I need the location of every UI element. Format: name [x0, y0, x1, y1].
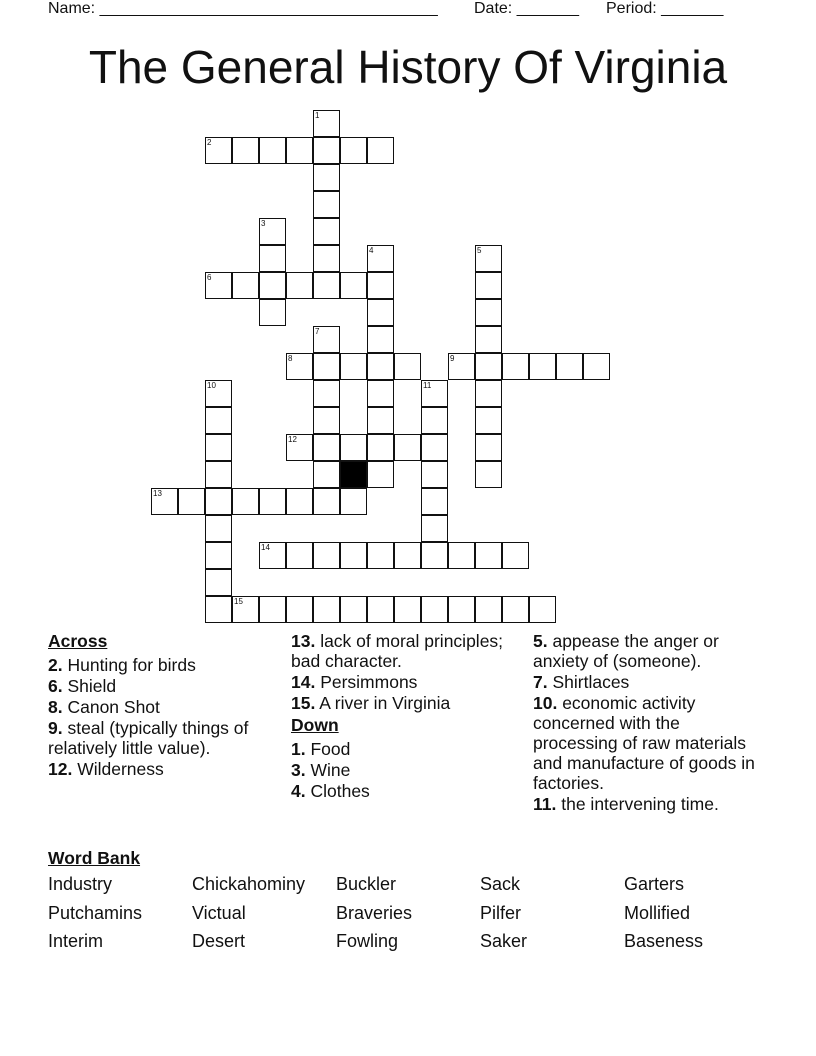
clue-number: 7.	[533, 672, 548, 692]
clue-number: 7	[315, 327, 320, 336]
clue-number: 1	[315, 111, 320, 120]
grid-cell[interactable]	[367, 596, 394, 623]
grid-cell[interactable]	[313, 488, 340, 515]
grid-cell[interactable]	[151, 488, 178, 515]
clue-number: 6	[207, 273, 212, 282]
date-field[interactable]	[474, 0, 579, 18]
grid-cell[interactable]	[205, 380, 232, 407]
across-clue	[48, 759, 273, 779]
grid-cell[interactable]	[313, 164, 340, 191]
grid-cell[interactable]	[502, 542, 529, 569]
grid-cell[interactable]	[205, 137, 232, 164]
grid-cell[interactable]	[367, 299, 394, 326]
word-bank-item: Mollified	[624, 903, 691, 923]
grid-cell[interactable]	[475, 407, 502, 434]
across-clue	[291, 693, 523, 713]
grid-cell[interactable]	[448, 596, 475, 623]
across-clue	[291, 631, 523, 671]
grid-cell[interactable]	[475, 596, 502, 623]
grid-cell[interactable]	[475, 461, 502, 488]
grid-cell[interactable]	[205, 569, 232, 596]
grid-cell[interactable]	[340, 353, 367, 380]
word-bank-title: Word Bank	[48, 848, 141, 868]
down-clue	[291, 739, 523, 759]
grid-cell[interactable]	[313, 110, 340, 137]
grid-cell[interactable]	[421, 488, 448, 515]
grid-cell[interactable]	[205, 596, 232, 623]
down-clue	[533, 631, 763, 671]
grid-cell[interactable]	[313, 380, 340, 407]
clue-number: 15.	[291, 693, 316, 713]
grid-cell[interactable]	[313, 326, 340, 353]
across-clue	[48, 676, 273, 696]
date-blank[interactable]: _______	[516, 0, 579, 17]
grid-cell[interactable]	[367, 326, 394, 353]
grid-cell[interactable]	[421, 515, 448, 542]
grid-cell[interactable]	[205, 461, 232, 488]
across-clues-col1	[48, 631, 273, 780]
grid-cell[interactable]	[232, 596, 259, 623]
grid-cell[interactable]	[475, 272, 502, 299]
grid-cell[interactable]	[286, 542, 313, 569]
grid-cell[interactable]	[205, 272, 232, 299]
grid-cell[interactable]	[502, 353, 529, 380]
clue-text: the intervening time.	[556, 794, 719, 814]
grid-cell[interactable]	[394, 542, 421, 569]
grid-cell[interactable]	[205, 515, 232, 542]
clue-text: Canon Shot	[62, 697, 160, 717]
grid-cell[interactable]	[367, 434, 394, 461]
grid-cell[interactable]	[313, 542, 340, 569]
grid-cell[interactable]	[340, 596, 367, 623]
grid-cell[interactable]	[367, 245, 394, 272]
grid-cell[interactable]	[313, 434, 340, 461]
word-bank-item: Putchamins	[48, 903, 143, 923]
word-bank-item: Pilfer	[480, 903, 522, 923]
grid-cell[interactable]	[205, 407, 232, 434]
grid-cell[interactable]	[286, 488, 313, 515]
clue-number: 2.	[48, 655, 63, 675]
down-clue	[533, 693, 763, 793]
grid-cell[interactable]	[313, 461, 340, 488]
grid-cell[interactable]	[475, 299, 502, 326]
name-label: Name:	[48, 0, 96, 17]
grid-cell[interactable]	[259, 245, 286, 272]
grid-cell[interactable]	[259, 299, 286, 326]
clue-number: 1.	[291, 739, 306, 759]
grid-cell[interactable]	[205, 488, 232, 515]
grid-cell[interactable]	[421, 542, 448, 569]
grid-cell[interactable]	[232, 272, 259, 299]
down-clue	[291, 760, 523, 780]
clue-number: 2	[207, 138, 212, 147]
grid-cell[interactable]	[259, 542, 286, 569]
grid-cell[interactable]	[556, 353, 583, 380]
clue-number: 11	[423, 381, 432, 390]
clue-number: 11.	[533, 794, 557, 814]
clue-number: 14	[261, 543, 270, 552]
grid-cell[interactable]	[259, 218, 286, 245]
clue-number: 5	[477, 246, 482, 255]
clue-text: lack of moral principles; bad character.	[291, 631, 504, 671]
across-heading: Across	[48, 631, 108, 651]
grid-cell[interactable]	[313, 596, 340, 623]
grid-cell[interactable]	[421, 407, 448, 434]
clues-col2	[291, 631, 523, 802]
grid-cell[interactable]	[367, 542, 394, 569]
clue-text: A river in Virginia	[315, 693, 451, 713]
clue-number: 8.	[48, 697, 63, 717]
grid-cell[interactable]	[475, 326, 502, 353]
grid-cell-black	[340, 461, 367, 488]
grid-cell[interactable]	[232, 137, 259, 164]
grid-cell[interactable]	[286, 272, 313, 299]
grid-cell[interactable]	[313, 218, 340, 245]
grid-cell[interactable]	[421, 380, 448, 407]
clue-number: 4	[369, 246, 374, 255]
down-heading: Down	[291, 715, 339, 735]
grid-cell[interactable]	[475, 542, 502, 569]
clue-number: 14.	[291, 672, 316, 692]
grid-cell[interactable]	[448, 353, 475, 380]
grid-cell[interactable]	[340, 488, 367, 515]
word-bank-item: Fowling	[336, 931, 399, 951]
clue-text: steal (typically things of relatively little value).	[48, 718, 249, 758]
grid-cell[interactable]	[475, 380, 502, 407]
clue-text: Hunting for birds	[62, 655, 196, 675]
down-clue	[533, 794, 763, 814]
word-bank-item: Buckler	[336, 874, 397, 894]
word-bank-item: Garters	[624, 874, 685, 894]
grid-cell[interactable]	[448, 542, 475, 569]
across-clue	[48, 718, 273, 758]
name-field[interactable]	[48, 0, 438, 18]
grid-cell[interactable]	[502, 596, 529, 623]
grid-cell[interactable]	[475, 434, 502, 461]
clue-number: 10.	[533, 693, 558, 713]
clue-text: economic activity concerned with the processing of raw materials and manufacture of goods in factories.	[533, 693, 755, 793]
grid-cell[interactable]	[286, 353, 313, 380]
grid-cell[interactable]	[367, 353, 394, 380]
clue-number: 4.	[291, 781, 306, 801]
clue-text: Persimmons	[315, 672, 418, 692]
word-bank-item: Desert	[192, 931, 246, 951]
clue-number: 5.	[533, 631, 548, 651]
word-bank-item: Braveries	[336, 903, 413, 923]
clue-text: Shield	[62, 676, 117, 696]
period-label: Period:	[606, 0, 657, 17]
grid-cell[interactable]	[421, 461, 448, 488]
grid-cell[interactable]	[313, 137, 340, 164]
grid-cell[interactable]	[232, 488, 259, 515]
clue-number: 13.	[291, 631, 316, 651]
grid-cell[interactable]	[259, 272, 286, 299]
grid-cell[interactable]	[313, 272, 340, 299]
page-title: The General History Of Virginia	[88, 41, 728, 93]
clue-number: 6.	[48, 676, 63, 696]
grid-cell[interactable]	[313, 245, 340, 272]
grid-cell[interactable]	[583, 353, 610, 380]
grid-cell[interactable]	[178, 488, 205, 515]
grid-cell[interactable]	[529, 353, 556, 380]
grid-cell[interactable]	[421, 434, 448, 461]
grid-cell[interactable]	[340, 434, 367, 461]
clue-text: appease the anger or anxiety of (someone).	[533, 631, 719, 671]
clues-col3	[533, 631, 763, 815]
word-bank-item: Saker	[480, 931, 528, 951]
clue-text: Wilderness	[72, 759, 164, 779]
grid-cell[interactable]	[529, 596, 556, 623]
word-bank-item: Chickahominy	[192, 874, 306, 894]
date-label: Date:	[474, 0, 513, 17]
grid-cell[interactable]	[394, 596, 421, 623]
clue-number: 8	[288, 354, 293, 363]
grid-cell[interactable]	[313, 407, 340, 434]
grid-cell[interactable]	[340, 542, 367, 569]
grid-cell[interactable]	[340, 137, 367, 164]
grid-cell[interactable]	[475, 245, 502, 272]
grid-cell[interactable]	[286, 596, 313, 623]
clue-text: Shirtlaces	[547, 672, 630, 692]
clue-number: 3.	[291, 760, 306, 780]
word-bank-item: Interim	[48, 931, 104, 951]
clue-text: Wine	[305, 760, 351, 780]
across-clue	[48, 655, 273, 675]
clue-number: 15	[234, 597, 243, 606]
grid-cell[interactable]	[205, 434, 232, 461]
grid-cell[interactable]	[286, 137, 313, 164]
word-bank-item: Victual	[192, 903, 246, 923]
name-blank[interactable]: ______________________________________	[99, 0, 438, 17]
word-bank-item: Baseness	[624, 931, 704, 951]
down-clue	[291, 781, 523, 801]
grid-cell[interactable]	[259, 137, 286, 164]
period-field[interactable]	[606, 0, 723, 18]
clue-number: 9.	[48, 718, 63, 738]
grid-cell[interactable]	[340, 272, 367, 299]
grid-cell[interactable]	[421, 596, 448, 623]
grid-cell[interactable]	[313, 353, 340, 380]
clue-number: 12.	[48, 759, 73, 779]
clue-number: 12	[288, 435, 297, 444]
across-clue	[48, 697, 273, 717]
grid-cell[interactable]	[259, 596, 286, 623]
grid-cell[interactable]	[259, 488, 286, 515]
grid-cell[interactable]	[367, 137, 394, 164]
grid-cell[interactable]	[286, 434, 313, 461]
word-bank-item: Sack	[480, 874, 521, 894]
clue-text: Clothes	[305, 781, 370, 801]
clue-number: 10	[207, 381, 216, 390]
grid-cell[interactable]	[367, 272, 394, 299]
clue-text: Food	[305, 739, 351, 759]
grid-cell[interactable]	[394, 353, 421, 380]
word-bank-item: Industry	[48, 874, 113, 894]
clue-number: 3	[261, 219, 266, 228]
period-blank[interactable]: _______	[661, 0, 724, 17]
grid-cell[interactable]	[367, 407, 394, 434]
grid-cell[interactable]	[313, 191, 340, 218]
grid-cell[interactable]	[367, 380, 394, 407]
grid-cell[interactable]	[205, 542, 232, 569]
clue-number: 13	[153, 489, 162, 498]
down-clue	[533, 672, 763, 692]
grid-cell[interactable]	[394, 434, 421, 461]
across-clue	[291, 672, 523, 692]
grid-cell[interactable]	[475, 353, 502, 380]
clue-number: 9	[450, 354, 455, 363]
grid-cell[interactable]	[367, 461, 394, 488]
